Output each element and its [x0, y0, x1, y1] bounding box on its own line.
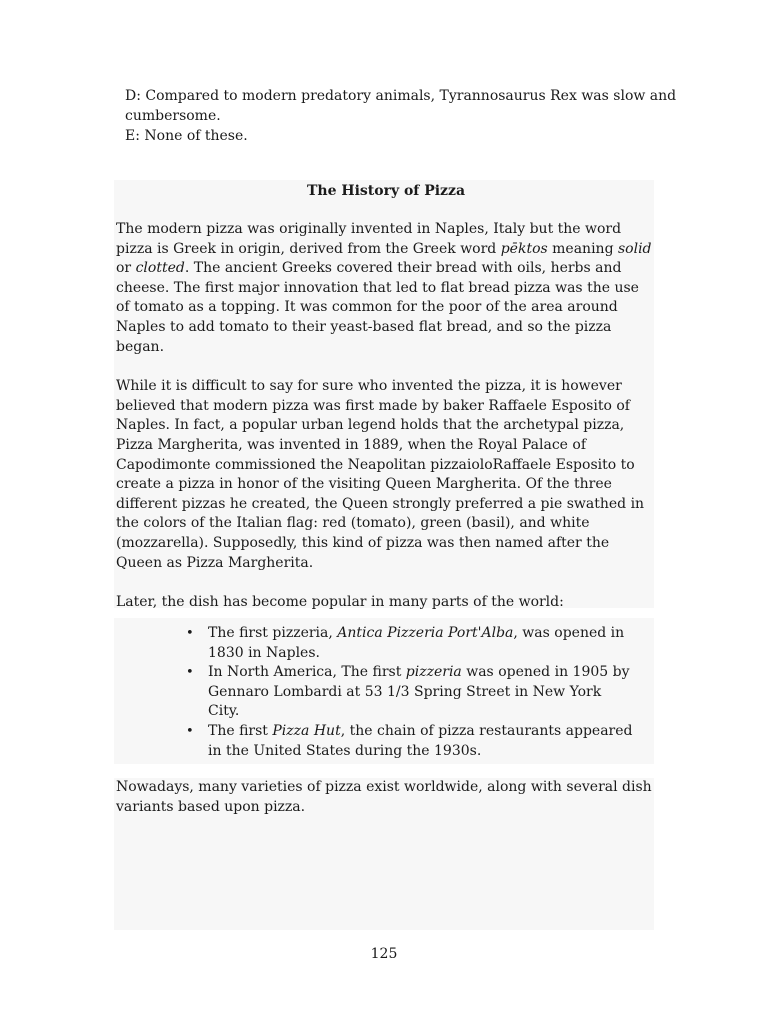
answer-options	[125, 86, 735, 146]
meaning-solid: solid	[617, 240, 652, 257]
answer-option-d: D: Compared to modern predatory animals, Tyrannosaurus Rex was slow and cumbersome.	[125, 88, 677, 124]
list-item-text-a: The first	[208, 722, 273, 739]
history-list	[186, 624, 636, 761]
list-item	[186, 722, 636, 761]
list-item-emphasis: pizzeria	[405, 664, 462, 681]
paragraph-origin-text-a: The modern pizza was originally invented in Naples, Italy but the word pizza is Greek in origin, derived from the Greek word	[116, 221, 622, 257]
article-title: The History of Pizza	[306, 183, 466, 199]
article	[116, 181, 656, 815]
paragraph-origin-text-c: meaning	[547, 240, 618, 257]
list-item-text-c: , the chain of pizza restaurants appeared in the United States during the 1930s.	[208, 722, 633, 759]
list-item-text-a: The first pizzeria,	[208, 625, 338, 641]
list-item-text-c: was opened in 1905 by Gennaro Lombardi at 53 1/3 Spring Street in New York City.	[208, 664, 630, 720]
list-item-text-c: , was opened in 1830 in Naples.	[208, 625, 625, 661]
paragraph-origin	[116, 220, 656, 357]
paragraph-origin-text-e: or	[116, 260, 136, 277]
page-number: 125	[370, 946, 398, 962]
list-item	[186, 624, 636, 663]
paragraph-closing: Nowadays, many varieties of pizza exist worldwide, along with several dish variants based upon pizza.	[116, 779, 652, 815]
paragraph-popularity: Later, the dish has become popular in many parts of the world:	[116, 594, 564, 611]
list-item-text-a: In North America, The first	[208, 664, 406, 681]
paragraph-inventor: While it is difficult to say for sure who invented the pizza, it is however believed that modern pizza was first made by baker Raffaele Esposito of Naples. In fact, a popular urban legend holds that the archetypal pizza, Pizza Margherita, was invented in 1889, when the Royal Palace of Capodimonte commissioned the Neapolitan pizzaioloRaffaele Esposito to create a pizza in honor of the visiting Queen Margherita. Of the three different pizzas he created, the Queen strongly preferred a pie swathed in the colors of the Italian flag: red (tomato), green (basil), and white (mozzarella). Supposedly, this kind of pizza was then named after the Queen as Pizza Margherita.	[116, 378, 645, 571]
meaning-clotted: clotted	[135, 260, 185, 277]
list-item	[186, 663, 636, 722]
answer-option-e: E: None of these.	[125, 128, 248, 144]
paragraph-origin-text-g: . The ancient Greeks covered their bread with oils, herbs and cheese. The first major innovation that led to flat bread pizza was the use of tomato as a topping. It was common for the poor of the area around Naples to add tomato to their yeast-based flat bread, and so the pizza began.	[116, 260, 639, 355]
list-item-emphasis: Pizza Hut	[272, 722, 341, 739]
greek-word: pēktos	[500, 240, 548, 257]
list-item-emphasis: Antica Pizzeria Port'Alba	[337, 625, 514, 641]
